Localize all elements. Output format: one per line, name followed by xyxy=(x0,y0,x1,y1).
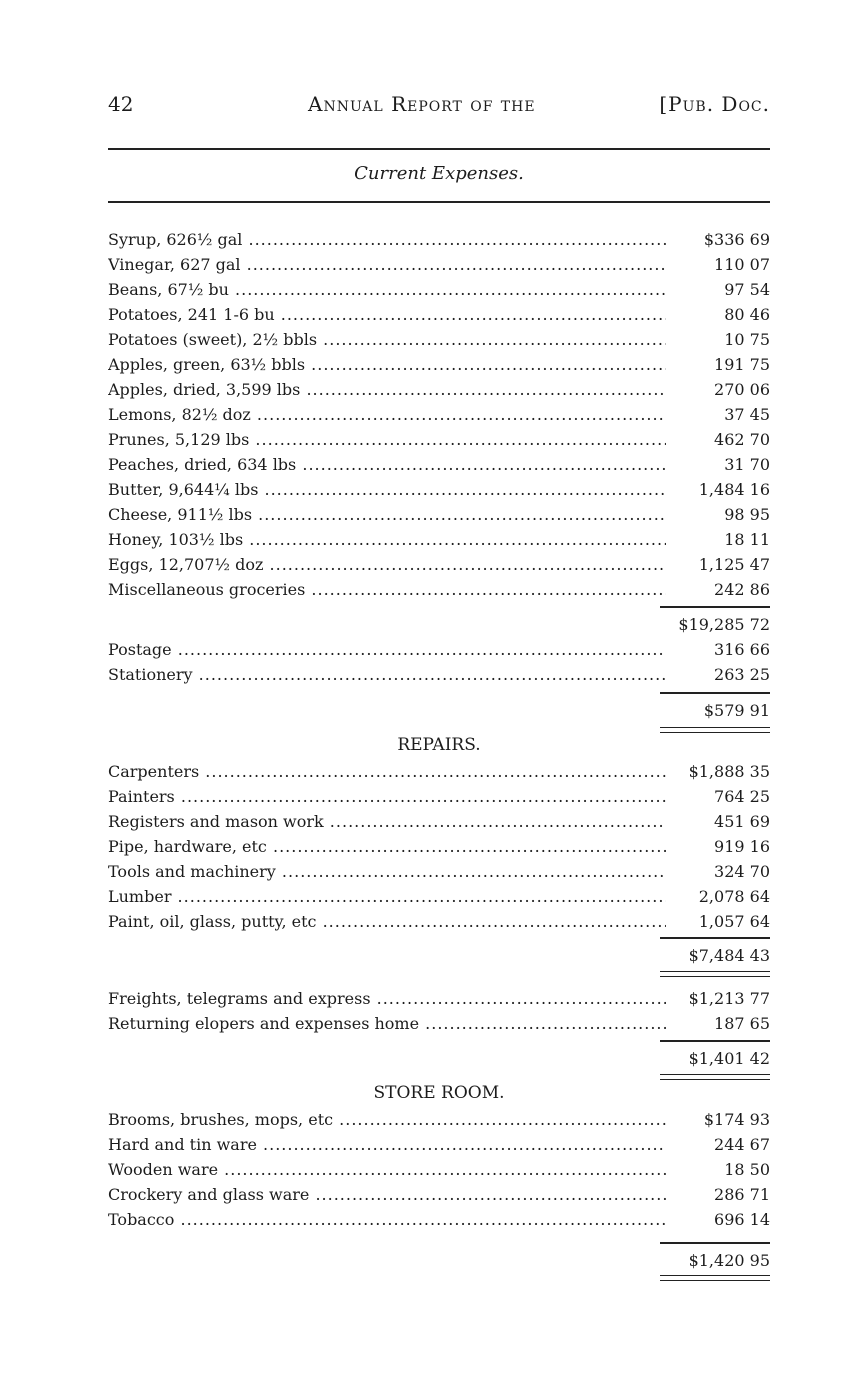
total-double-rule xyxy=(660,1074,770,1080)
expense-row xyxy=(108,304,770,329)
expense-amount: 1,057 64 xyxy=(698,912,770,931)
expense-label: Apples, green, 63½ bbls ..... xyxy=(108,354,666,376)
expense-row xyxy=(108,254,770,279)
repairs-total-row xyxy=(108,945,770,970)
expense-label: Carpenters ..... xyxy=(108,761,666,783)
expense-label: Returning elopers and expenses home ..... xyxy=(108,1013,666,1035)
expense-amount: 2,078 64 xyxy=(698,887,770,906)
expense-row xyxy=(108,379,770,404)
expense-row xyxy=(108,229,770,254)
total-double-rule xyxy=(660,1275,770,1281)
expense-amount: 324 70 xyxy=(714,862,770,881)
expense-amount: 316 66 xyxy=(714,640,770,659)
subtotal-rule xyxy=(660,692,770,694)
expense-amount: 110 07 xyxy=(714,255,770,274)
expense-label: Prunes, 5,129 lbs ..... xyxy=(108,429,666,451)
expense-row xyxy=(108,1013,770,1038)
expense-row xyxy=(108,329,770,354)
expense-amount: 98 95 xyxy=(724,505,770,524)
expense-label: Crockery and glass ware ..... xyxy=(108,1184,666,1206)
section-rule xyxy=(108,201,770,203)
expense-label: Eggs, 12,707½ doz ..... xyxy=(108,554,666,576)
expense-amount: 451 69 xyxy=(714,812,770,831)
expense-row xyxy=(108,279,770,304)
expense-row xyxy=(108,454,770,479)
groceries-total-row xyxy=(108,614,770,639)
page-number: 42 xyxy=(108,92,134,116)
expense-label: Potatoes (sweet), 2½ bbls ..... xyxy=(108,329,666,351)
expense-row xyxy=(108,529,770,554)
expense-label: Miscellaneous groceries ..... xyxy=(108,579,666,601)
expense-row xyxy=(108,988,770,1013)
expense-row xyxy=(108,861,770,886)
expense-row xyxy=(108,354,770,379)
expense-amount: 1,125 47 xyxy=(698,555,770,574)
expense-amount: 37 45 xyxy=(724,405,770,424)
running-title: Annual Report of the xyxy=(308,92,536,116)
store-room-total: $1,420 95 xyxy=(688,1251,770,1270)
expense-label: Paint, oil, glass, putty, etc ..... xyxy=(108,911,666,933)
expense-label: Wooden ware ..... xyxy=(108,1159,666,1181)
expense-row xyxy=(108,639,770,664)
postage-total-row xyxy=(108,700,770,725)
expense-label: Peaches, dried, 634 lbs ..... xyxy=(108,454,666,476)
expense-amount: 10 75 xyxy=(724,330,770,349)
repairs-total: $7,484 43 xyxy=(688,946,770,965)
freights-total-row xyxy=(108,1048,770,1073)
expense-amount: 263 25 xyxy=(714,665,770,684)
expense-label: Brooms, brushes, mops, etc ..... xyxy=(108,1109,666,1131)
expense-amount: 244 67 xyxy=(714,1135,770,1154)
expense-amount: 18 50 xyxy=(724,1160,770,1179)
expense-amount: 242 86 xyxy=(714,580,770,599)
expense-amount: 97 54 xyxy=(724,280,770,299)
expense-label: Pipe, hardware, etc ..... xyxy=(108,836,666,858)
expense-row xyxy=(108,911,770,936)
expense-amount: 18 11 xyxy=(724,530,770,549)
expense-row xyxy=(108,811,770,836)
expense-label: Tobacco ..... xyxy=(108,1209,666,1231)
page-header xyxy=(108,92,770,120)
expense-amount: 696 14 xyxy=(714,1210,770,1229)
total-double-rule xyxy=(660,971,770,977)
expense-row xyxy=(108,429,770,454)
expense-amount: 462 70 xyxy=(714,430,770,449)
expense-label: Registers and mason work ..... xyxy=(108,811,666,833)
expense-amount: 764 25 xyxy=(714,787,770,806)
section-title-current-expenses: Current Expenses. xyxy=(354,163,524,184)
expense-row xyxy=(108,579,770,604)
expense-label: Lumber ..... xyxy=(108,886,666,908)
expense-label: Painters ..... xyxy=(108,786,666,808)
section-title-store-room: STORE ROOM. xyxy=(373,1083,505,1103)
expense-label: Hard and tin ware ..... xyxy=(108,1134,666,1156)
total-double-rule xyxy=(660,727,770,733)
section-title-repairs: REPAIRS. xyxy=(397,735,481,755)
expense-amount: 919 16 xyxy=(714,837,770,856)
expense-amount: 31 70 xyxy=(724,455,770,474)
expense-row xyxy=(108,1134,770,1159)
expense-label: Apples, dried, 3,599 lbs ..... xyxy=(108,379,666,401)
postage-total: $579 91 xyxy=(703,701,770,720)
expense-label: Vinegar, 627 gal ..... xyxy=(108,254,666,276)
expense-label: Honey, 103½ lbs ..... xyxy=(108,529,666,551)
freights-total: $1,401 42 xyxy=(688,1049,770,1068)
expense-row xyxy=(108,554,770,579)
expense-amount: 286 71 xyxy=(714,1185,770,1204)
expense-row xyxy=(108,1184,770,1209)
expense-amount: $174 93 xyxy=(703,1110,770,1129)
expense-label: Cheese, 911½ lbs ..... xyxy=(108,504,666,526)
document-designation: [Pub. Doc. xyxy=(659,92,770,116)
groceries-total: $19,285 72 xyxy=(678,615,770,634)
header-rule xyxy=(108,148,770,150)
expense-amount: 270 06 xyxy=(714,380,770,399)
expense-label: Stationery ..... xyxy=(108,664,666,686)
store-room-total-row xyxy=(108,1250,770,1275)
expense-amount: 80 46 xyxy=(724,305,770,324)
expense-label: Postage ..... xyxy=(108,639,666,661)
subtotal-rule xyxy=(660,937,770,939)
expense-amount: $1,888 35 xyxy=(688,762,770,781)
expense-amount: 1,484 16 xyxy=(698,480,770,499)
expense-row xyxy=(108,504,770,529)
expense-row xyxy=(108,886,770,911)
expense-row xyxy=(108,1209,770,1234)
expense-row xyxy=(108,761,770,786)
subtotal-rule xyxy=(660,1242,770,1244)
subtotal-rule xyxy=(660,1040,770,1042)
expense-amount: 191 75 xyxy=(714,355,770,374)
expense-label: Tools and machinery ..... xyxy=(108,861,666,883)
expense-label: Syrup, 626½ gal ..... xyxy=(108,229,666,251)
expense-row xyxy=(108,1109,770,1134)
expense-row xyxy=(108,479,770,504)
subtotal-rule xyxy=(660,606,770,608)
expense-label: Freights, telegrams and express ..... xyxy=(108,988,666,1010)
expense-row xyxy=(108,664,770,689)
expense-label: Potatoes, 241 1-6 bu ..... xyxy=(108,304,666,326)
expense-amount: $336 69 xyxy=(703,230,770,249)
expense-amount: $1,213 77 xyxy=(688,989,770,1008)
expense-label: Butter, 9,644¼ lbs ..... xyxy=(108,479,666,501)
expense-row xyxy=(108,836,770,861)
expense-label: Beans, 67½ bu ..... xyxy=(108,279,666,301)
expense-row xyxy=(108,404,770,429)
expense-label: Lemons, 82½ doz ..... xyxy=(108,404,666,426)
expense-row xyxy=(108,1159,770,1184)
expense-amount: 187 65 xyxy=(714,1014,770,1033)
expense-row xyxy=(108,786,770,811)
